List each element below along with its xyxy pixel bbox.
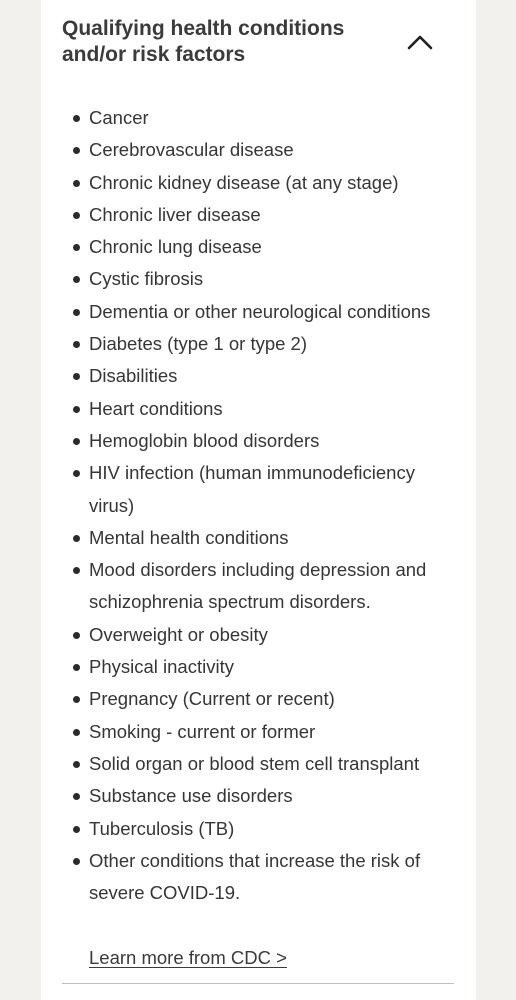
list-item-label: Cystic fibrosis xyxy=(89,268,204,290)
bullet-icon xyxy=(73,729,80,736)
bullet-icon xyxy=(73,696,80,703)
bullet-icon xyxy=(73,793,80,800)
list-item xyxy=(89,231,459,263)
list-item-label: Substance use disorders xyxy=(89,785,293,807)
list-item-label: Dementia or other neurological conditions xyxy=(89,300,431,322)
list-item-label: Mood disorders including depression and schizophrenia spectrum disorders. xyxy=(89,559,427,613)
list-item-label: Solid organ or blood stem cell transplant xyxy=(89,752,420,774)
bullet-icon xyxy=(73,373,80,380)
list-item xyxy=(89,296,459,328)
list-item-label: Cancer xyxy=(89,107,149,128)
bullet-icon xyxy=(73,180,80,187)
chevron-up-icon xyxy=(405,30,435,54)
list-item xyxy=(89,683,459,715)
list-item xyxy=(89,554,459,619)
bullet-icon xyxy=(73,535,80,542)
list-item xyxy=(89,167,459,199)
list-item xyxy=(89,522,459,554)
bullet-icon xyxy=(73,567,80,574)
list-item-label: Chronic lung disease xyxy=(89,236,262,258)
list-item xyxy=(89,102,459,134)
list-item xyxy=(89,780,459,812)
divider xyxy=(62,983,454,984)
list-item xyxy=(89,716,459,748)
collapse-button[interactable] xyxy=(405,30,435,54)
list-item-label: Heart conditions xyxy=(89,397,223,419)
bullet-icon xyxy=(73,761,80,768)
bullet-icon xyxy=(73,858,80,865)
list-item xyxy=(89,199,459,231)
bullet-icon xyxy=(73,276,80,283)
bullet-icon xyxy=(73,341,80,348)
list-item-label: Cerebrovascular disease xyxy=(89,139,294,161)
list-item-label: Chronic kidney disease (at any stage) xyxy=(89,171,399,193)
bullet-icon xyxy=(73,115,80,122)
list-item xyxy=(89,619,459,651)
bullet-icon xyxy=(73,664,80,671)
list-item-label: Overweight or obesity xyxy=(89,623,268,645)
list-item xyxy=(89,813,459,845)
bullet-icon xyxy=(73,147,80,154)
list-item-label: Physical inactivity xyxy=(89,656,234,678)
list-item-label: HIV infection (human immunodeficiency virus) xyxy=(89,462,415,516)
list-item-label: Disabilities xyxy=(89,365,178,387)
list-item xyxy=(89,651,459,683)
bullet-icon xyxy=(73,212,80,219)
conditions-list xyxy=(89,102,459,909)
list-item-label: Other conditions that increase the risk of severe COVID-19. xyxy=(89,849,421,904)
list-item xyxy=(89,328,459,360)
list-item xyxy=(89,425,459,457)
accordion-header[interactable] xyxy=(62,16,462,68)
bullet-icon xyxy=(73,309,80,316)
list-item-label: Pregnancy (Current or recent) xyxy=(89,688,335,710)
list-item xyxy=(89,393,459,425)
list-item xyxy=(89,134,459,166)
list-item-label: Hemoglobin blood disorders xyxy=(89,429,320,451)
bullet-icon xyxy=(73,632,80,639)
list-item xyxy=(89,748,459,780)
bullet-icon xyxy=(73,826,80,833)
list-item xyxy=(89,845,459,910)
bullet-icon xyxy=(73,244,80,251)
list-item-label: Tuberculosis (TB) xyxy=(89,817,235,839)
list-item xyxy=(89,457,459,522)
list-item xyxy=(89,360,459,392)
list-item-label: Chronic liver disease xyxy=(89,203,261,225)
accordion-panel xyxy=(41,0,476,1000)
list-item-label: Mental health conditions xyxy=(89,526,289,548)
bullet-icon xyxy=(73,406,80,413)
list-item xyxy=(89,263,459,295)
bullet-icon xyxy=(73,438,80,445)
bullet-icon xyxy=(73,470,80,477)
learn-more-link[interactable]: Learn more from CDC > xyxy=(89,947,287,968)
list-item-label: Diabetes (type 1 or type 2) xyxy=(89,333,307,355)
list-item-label: Smoking - current or former xyxy=(89,720,316,742)
accordion-title: Qualifying health conditions and/or risk factors xyxy=(62,17,345,66)
